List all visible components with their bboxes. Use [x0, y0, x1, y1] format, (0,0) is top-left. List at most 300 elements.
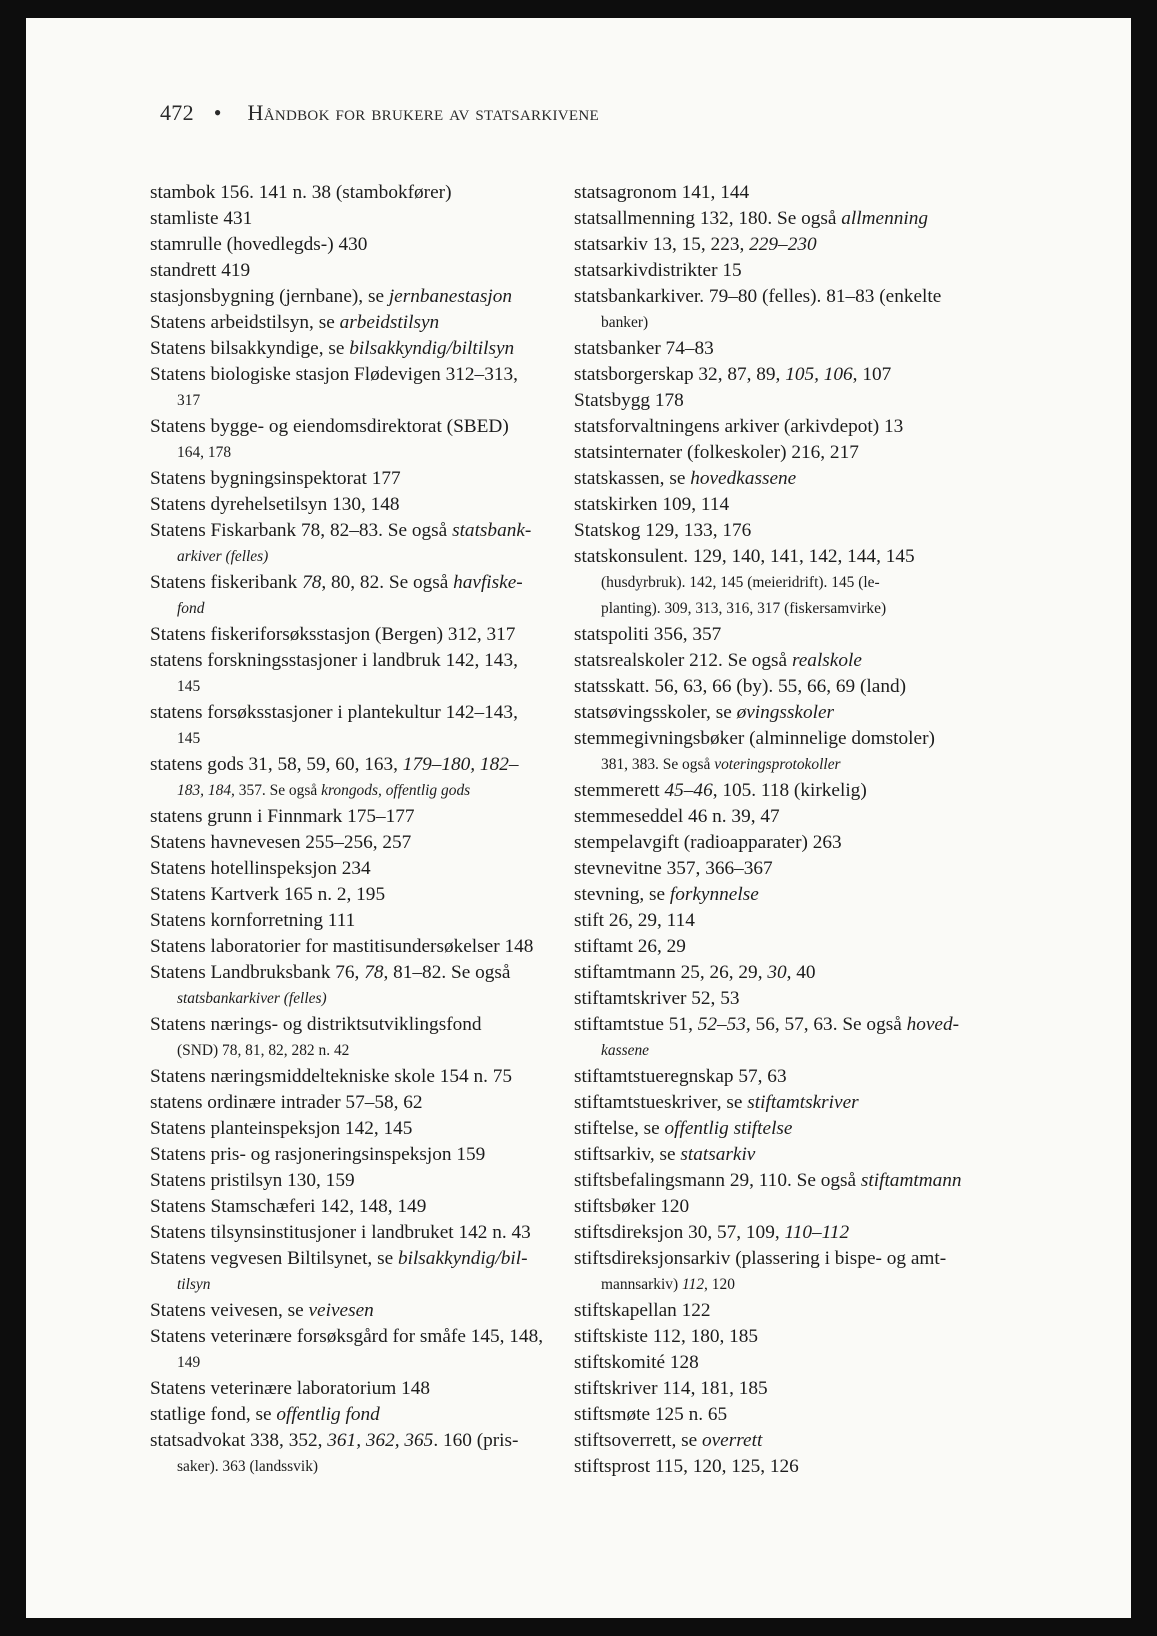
entry-line — [150, 804, 568, 830]
index-entry — [574, 1376, 1054, 1402]
index-entry — [574, 986, 1054, 1012]
entry-line — [574, 336, 1054, 362]
cross-reference-text: jernbanestasjon — [388, 286, 513, 307]
index-entry — [574, 466, 1054, 492]
entry-line — [574, 1194, 1054, 1220]
index-entry — [574, 648, 1054, 674]
entry-continuation-line — [150, 388, 568, 414]
cross-reference-text: 183, 184, — [177, 782, 235, 799]
index-entry — [574, 544, 1054, 622]
entry-text: mannsarkiv) — [601, 1276, 683, 1293]
entry-line — [150, 1298, 568, 1324]
entry-line — [150, 180, 568, 206]
entry-line — [574, 830, 1054, 856]
index-entry — [150, 1064, 568, 1090]
entry-line — [150, 856, 568, 882]
entry-line — [574, 1376, 1054, 1402]
entry-line — [150, 1376, 568, 1402]
entry-continuation-line — [150, 1272, 568, 1298]
entry-text: stamliste 431 — [150, 208, 253, 229]
index-entry — [150, 258, 568, 284]
index-entry — [574, 1142, 1054, 1168]
index-entry — [150, 1012, 568, 1064]
entry-line — [574, 1428, 1054, 1454]
entry-text: Statens fiskeriforsøksstasjon (Bergen) 312, 317 — [150, 624, 516, 645]
cross-reference-text: krongods, offentlig gods — [321, 782, 471, 799]
index-entry — [574, 908, 1054, 934]
entry-line — [574, 1220, 1054, 1246]
index-entry — [150, 648, 568, 700]
index-entry — [150, 362, 568, 414]
index-entry — [574, 700, 1054, 726]
index-entry — [150, 856, 568, 882]
entry-text: 381, 383. Se også — [601, 756, 715, 773]
entry-text: stiftsdireksjonsarkiv (plassering i bispe- og amt- — [574, 1248, 947, 1269]
entry-continuation-line — [574, 596, 1054, 622]
cross-reference-text: kassene — [601, 1042, 650, 1059]
index-entry — [574, 830, 1054, 856]
entry-text: Statens kornforretning 111 — [150, 910, 356, 931]
page-number: 472 — [160, 100, 194, 125]
entry-text: stiftamt 26, 29 — [574, 936, 686, 957]
entry-continuation-line — [150, 1454, 568, 1480]
cross-reference-text: arkiver (felles) — [177, 548, 269, 565]
index-entry — [574, 1350, 1054, 1376]
entry-line — [150, 960, 568, 986]
entry-text: Statens arbeidstilsyn, se — [150, 312, 340, 333]
entry-text: statsadvokat 338, 352, — [150, 1430, 328, 1451]
entry-text: Statens nærings- og distriktsutviklingsfond — [150, 1014, 482, 1035]
entry-line — [150, 1246, 568, 1272]
entry-text: stiftskapellan 122 — [574, 1300, 711, 1321]
entry-text: . 160 (pris- — [433, 1430, 519, 1451]
index-entry — [150, 908, 568, 934]
entry-continuation-line — [574, 1038, 1054, 1064]
entry-line — [574, 180, 1054, 206]
index-entry — [150, 1168, 568, 1194]
entry-line — [574, 960, 1054, 986]
entry-continuation-line — [150, 544, 568, 570]
entry-line — [150, 518, 568, 544]
entry-text: stemmegivningsbøker (alminnelige domstoler) — [574, 728, 935, 749]
index-entry — [150, 1402, 568, 1428]
entry-line — [150, 622, 568, 648]
index-entry — [150, 830, 568, 856]
entry-text: stambok 156. 141 n. 38 (stambokfører) — [150, 182, 452, 203]
entry-text: stift 26, 29, 114 — [574, 910, 695, 931]
entry-line — [574, 882, 1054, 908]
entry-text: statsagronom 141, 144 — [574, 182, 750, 203]
entry-text: 145 — [177, 678, 201, 695]
cross-reference-text: veivesen — [308, 1300, 374, 1321]
index-entry — [150, 206, 568, 232]
cross-reference-text: bilsakkyndig/biltilsyn — [349, 338, 515, 359]
entry-line — [574, 518, 1054, 544]
entry-text: Statens næringsmiddeltekniske skole 154 n. 75 — [150, 1066, 513, 1087]
entry-text: stiftskriver 114, 181, 185 — [574, 1378, 768, 1399]
entry-line — [574, 414, 1054, 440]
cross-reference-text: 361, 362, 365 — [327, 1430, 434, 1451]
cross-reference-text: stiftamtmann — [860, 1170, 962, 1191]
entry-line — [150, 232, 568, 258]
index-entry — [574, 284, 1054, 336]
entry-text: stiftsbøker 120 — [574, 1196, 690, 1217]
entry-text: stiftsbefalingsmann 29, 110. Se også — [574, 1170, 861, 1191]
entry-text: , 80, 82. Se også — [321, 572, 454, 593]
entry-line — [150, 1142, 568, 1168]
entry-text: stiftamtstueregnskap 57, 63 — [574, 1066, 787, 1087]
entry-line — [150, 1116, 568, 1142]
entry-line — [150, 310, 568, 336]
entry-text: statlige fond, se — [150, 1404, 277, 1425]
entry-line — [574, 726, 1054, 752]
entry-text: 149 — [177, 1354, 201, 1371]
index-entry — [574, 1090, 1054, 1116]
entry-text: stiftamtmann 25, 26, 29, — [574, 962, 768, 983]
entry-text: , 120 — [704, 1276, 735, 1293]
entry-text: stiftsarkiv, se — [574, 1144, 681, 1165]
document-page — [26, 18, 1131, 1618]
entry-line — [574, 622, 1054, 648]
entry-text: statsskatt. 56, 63, 66 (by). 55, 66, 69 (land) — [574, 676, 907, 697]
index-entry — [574, 960, 1054, 986]
entry-text: statsarkiv 13, 15, 223, — [574, 234, 750, 255]
index-entry — [150, 934, 568, 960]
cross-reference-text: offentlig stiftelse — [664, 1118, 793, 1139]
entry-line — [574, 362, 1054, 388]
index-entry — [574, 440, 1054, 466]
index-entry — [574, 518, 1054, 544]
entry-line — [574, 908, 1054, 934]
cross-reference-text: 229–230 — [749, 234, 817, 255]
entry-line — [574, 1454, 1054, 1480]
entry-text: , 105. 118 (kirkelig) — [712, 780, 867, 801]
entry-line — [574, 1324, 1054, 1350]
cross-reference-text: 110–112 — [784, 1222, 850, 1243]
entry-line — [574, 1064, 1054, 1090]
entry-text: Statens biologiske stasjon Flødevigen 312–313, — [150, 364, 518, 385]
index-entry — [574, 1220, 1054, 1246]
header-bullet: • — [213, 100, 222, 125]
entry-text: statsbanker 74–83 — [574, 338, 714, 359]
index-column-right — [574, 180, 1054, 1480]
entry-line — [150, 648, 568, 674]
entry-line — [574, 206, 1054, 232]
entry-text: Statens tilsynsinstitusjoner i landbruket 142 n. 43 — [150, 1222, 531, 1243]
entry-continuation-line — [574, 570, 1054, 596]
entry-text: , 56, 57, 63. Se også — [745, 1014, 907, 1035]
index-entry — [150, 232, 568, 258]
index-entry — [574, 1012, 1054, 1064]
index-entry — [150, 1090, 568, 1116]
entry-text: , 107 — [852, 364, 892, 385]
entry-line — [574, 1142, 1054, 1168]
entry-text: stiftamtstue 51, — [574, 1014, 698, 1035]
entry-line — [150, 492, 568, 518]
entry-text: Statens Kartverk 165 n. 2, 195 — [150, 884, 386, 905]
index-entry — [150, 284, 568, 310]
index-column-left — [150, 180, 568, 1480]
entry-text: stiftsoverrett, se — [574, 1430, 702, 1451]
entry-text: Statsbygg 178 — [574, 390, 684, 411]
entry-line — [574, 466, 1054, 492]
entry-text: Statens havnevesen 255–256, 257 — [150, 832, 412, 853]
entry-text: saker). 363 (landssvik) — [177, 1458, 319, 1475]
entry-text: statskassen, se — [574, 468, 691, 489]
entry-line — [574, 1090, 1054, 1116]
cross-reference-text: realskole — [791, 650, 862, 671]
entry-line — [150, 1168, 568, 1194]
entry-text: Statens pris- og rasjoneringsinspeksjon 159 — [150, 1144, 486, 1165]
entry-text: stasjonsbygning (jernbane), se — [150, 286, 389, 307]
entry-text: statens gods 31, 58, 59, 60, 163, — [150, 754, 403, 775]
cross-reference-text: fond — [177, 600, 205, 617]
entry-line — [574, 284, 1054, 310]
entry-line — [150, 752, 568, 778]
entry-line — [150, 1428, 568, 1454]
entry-text: stamrulle (hovedlegds-) 430 — [150, 234, 368, 255]
entry-text: Statens bygningsinspektorat 177 — [150, 468, 401, 489]
entry-line — [574, 1298, 1054, 1324]
entry-line — [574, 700, 1054, 726]
cross-reference-text: 179–180, 182– — [402, 754, 519, 775]
entry-line — [150, 1194, 568, 1220]
index-entry — [574, 388, 1054, 414]
entry-text: stemmeseddel 46 n. 39, 47 — [574, 806, 780, 827]
entry-text: standrett 419 — [150, 260, 251, 281]
entry-line — [150, 1064, 568, 1090]
entry-text: statsborgerskap 32, 87, 89, — [574, 364, 786, 385]
index-entry — [150, 336, 568, 362]
entry-line — [574, 1350, 1054, 1376]
index-entry — [574, 726, 1054, 778]
entry-continuation-line — [574, 310, 1054, 336]
index-entry — [150, 804, 568, 830]
index-entry — [150, 882, 568, 908]
entry-line — [150, 700, 568, 726]
entry-text: stemmerett — [574, 780, 665, 801]
index-entry — [574, 180, 1054, 206]
entry-text: statens grunn i Finnmark 175–177 — [150, 806, 415, 827]
entry-text: stiftamtstueskriver, se — [574, 1092, 748, 1113]
entry-line — [150, 934, 568, 960]
entry-text: stiftskomité 128 — [574, 1352, 699, 1373]
cross-reference-text: allmenning — [841, 208, 929, 229]
entry-text: Statens veivesen, se — [150, 1300, 309, 1321]
entry-text: , 40 — [786, 962, 816, 983]
entry-line — [150, 1220, 568, 1246]
entry-line — [574, 1246, 1054, 1272]
index-entry — [150, 960, 568, 1012]
index-entry — [574, 258, 1054, 284]
entry-text: Statens veterinære forsøksgård for småfe 145, 148, — [150, 1326, 544, 1347]
index-entry — [150, 570, 568, 622]
entry-line — [150, 284, 568, 310]
entry-line — [150, 1324, 568, 1350]
cross-reference-text: bilsakkyndig/bil- — [397, 1248, 528, 1269]
entry-text: Statens dyrehelsetilsyn 130, 148 — [150, 494, 400, 515]
entry-line — [150, 336, 568, 362]
entry-text: statsinternater (folkeskoler) 216, 217 — [574, 442, 859, 463]
entry-continuation-line — [150, 440, 568, 466]
entry-line — [574, 648, 1054, 674]
entry-text: stempelavgift (radioapparater) 263 — [574, 832, 842, 853]
entry-line — [574, 388, 1054, 414]
cross-reference-text: 78 — [364, 962, 384, 983]
index-entry — [150, 518, 568, 570]
running-header — [160, 100, 599, 126]
entry-text: Statens laboratorier for mastitisundersøkelser 148 — [150, 936, 534, 957]
entry-line — [150, 830, 568, 856]
index-entry — [574, 362, 1054, 388]
entry-line — [574, 258, 1054, 284]
entry-text: statskonsulent. 129, 140, 141, 142, 144, 145 — [574, 546, 915, 567]
index-entry — [150, 1298, 568, 1324]
index-entry — [574, 232, 1054, 258]
cross-reference-text: 52–53 — [697, 1014, 746, 1035]
index-entry — [150, 1376, 568, 1402]
entry-text: (SND) 78, 81, 82, 282 n. 42 — [177, 1042, 350, 1059]
cross-reference-text: 78 — [302, 572, 322, 593]
entry-text: statsrealskoler 212. Se også — [574, 650, 792, 671]
entry-line — [574, 778, 1054, 804]
index-entry — [150, 414, 568, 466]
book-title: Håndbok for brukere av statsarkivene — [247, 100, 599, 125]
entry-text: Statens vegvesen Biltilsynet, se — [150, 1248, 398, 1269]
cross-reference-text: tilsyn — [177, 1276, 211, 1293]
index-entry — [574, 1194, 1054, 1220]
entry-text: statens forskningsstasjoner i landbruk 142, 143, — [150, 650, 518, 671]
cross-reference-text: øvingsskoler — [736, 702, 835, 723]
entry-continuation-line — [150, 986, 568, 1012]
entry-line — [574, 232, 1054, 258]
index-entry — [574, 1246, 1054, 1298]
entry-continuation-line — [150, 596, 568, 622]
entry-text: statsøvingsskoler, se — [574, 702, 737, 723]
index-entry — [150, 752, 568, 804]
cross-reference-text: overrett — [701, 1430, 763, 1451]
cross-reference-text: stiftamtskriver — [747, 1092, 859, 1113]
entry-line — [574, 440, 1054, 466]
entry-text: stiftamtskriver 52, 53 — [574, 988, 740, 1009]
entry-line — [574, 674, 1054, 700]
entry-continuation-line — [574, 1272, 1054, 1298]
index-entry — [150, 310, 568, 336]
entry-text: statsarkivdistrikter 15 — [574, 260, 742, 281]
entry-continuation-line — [150, 778, 568, 804]
entry-text: (husdyrbruk). 142, 145 (meieridrift). 145 (le- — [601, 574, 880, 591]
entry-line — [150, 466, 568, 492]
cross-reference-text: 45–46 — [664, 780, 713, 801]
cross-reference-text: forkynnelse — [669, 884, 759, 905]
entry-line — [574, 1402, 1054, 1428]
entry-text: Statens bygge- og eiendomsdirektorat (SBED) — [150, 416, 509, 437]
entry-line — [150, 1402, 568, 1428]
entry-text: statens forsøksstasjoner i plantekultur 142–143, — [150, 702, 518, 723]
entry-text: Statens veterinære laboratorium 148 — [150, 1378, 431, 1399]
entry-line — [574, 804, 1054, 830]
entry-line — [574, 1168, 1054, 1194]
index-entry — [574, 622, 1054, 648]
index-entry — [574, 1116, 1054, 1142]
index-entry — [150, 492, 568, 518]
entry-line — [150, 570, 568, 596]
index-entry — [574, 414, 1054, 440]
entry-line — [574, 934, 1054, 960]
entry-text: statsforvaltningens arkiver (arkivdepot) 13 — [574, 416, 904, 437]
cross-reference-text: arbeidstilsyn — [339, 312, 440, 333]
cross-reference-text: statsbank- — [452, 520, 532, 541]
index-entry — [150, 700, 568, 752]
entry-text: 145 — [177, 730, 201, 747]
entry-text: planting). 309, 313, 316, 317 (fiskersamvirke) — [601, 600, 887, 617]
entry-text: , 81–82. Se også — [383, 962, 511, 983]
index-entry — [150, 1194, 568, 1220]
entry-line — [574, 492, 1054, 518]
entry-text: Statens Stamschæferi 142, 148, 149 — [150, 1196, 427, 1217]
index-entry — [574, 934, 1054, 960]
entry-line — [574, 1012, 1054, 1038]
entry-line — [150, 362, 568, 388]
entry-line — [150, 258, 568, 284]
cross-reference-text: hoved- — [906, 1014, 960, 1035]
entry-text: 164, 178 — [177, 444, 232, 461]
index-entry — [150, 1246, 568, 1298]
entry-text: Statens Fiskarbank 78, 82–83. Se også — [150, 520, 453, 541]
entry-text: Statens bilsakkyndige, se — [150, 338, 350, 359]
index-entry — [574, 206, 1054, 232]
entry-line — [150, 882, 568, 908]
index-entry — [574, 1168, 1054, 1194]
index-entry — [574, 336, 1054, 362]
cross-reference-text: havfiske- — [453, 572, 523, 593]
entry-text: Statens hotellinspeksjon 234 — [150, 858, 371, 879]
cross-reference-text: 30 — [767, 962, 787, 983]
index-entry — [150, 1116, 568, 1142]
entry-continuation-line — [150, 1038, 568, 1064]
entry-line — [150, 206, 568, 232]
index-entry — [574, 804, 1054, 830]
index-entry — [574, 1428, 1054, 1454]
entry-text: stevnevitne 357, 366–367 — [574, 858, 773, 879]
index-entry — [574, 1454, 1054, 1480]
entry-text: statens ordinære intrader 57–58, 62 — [150, 1092, 423, 1113]
entry-line — [574, 1116, 1054, 1142]
entry-text: Statskog 129, 133, 176 — [574, 520, 752, 541]
index-entry — [574, 778, 1054, 804]
entry-text: stiftsdireksjon 30, 57, 109, — [574, 1222, 785, 1243]
entry-text: stiftsmøte 125 n. 65 — [574, 1404, 728, 1425]
entry-line — [150, 908, 568, 934]
entry-text: statskirken 109, 114 — [574, 494, 730, 515]
index-entry — [574, 1298, 1054, 1324]
index-entry — [574, 492, 1054, 518]
index-entry — [574, 674, 1054, 700]
index-entry — [150, 622, 568, 648]
entry-text: statsallmenning 132, 180. Se også — [574, 208, 842, 229]
entry-text: statsbankarkiver. 79–80 (felles). 81–83 (enkelte — [574, 286, 942, 307]
index-entry — [574, 1324, 1054, 1350]
cross-reference-text: offentlig fond — [276, 1404, 380, 1425]
entry-text: stiftskiste 112, 180, 185 — [574, 1326, 759, 1347]
cross-reference-text: 112 — [682, 1276, 705, 1293]
entry-text: stiftelse, se — [574, 1118, 665, 1139]
index-entry — [150, 466, 568, 492]
entry-text: Statens planteinspeksjon 142, 145 — [150, 1118, 413, 1139]
entry-continuation-line — [150, 674, 568, 700]
index-entry — [150, 1428, 568, 1480]
entry-continuation-line — [150, 1350, 568, 1376]
